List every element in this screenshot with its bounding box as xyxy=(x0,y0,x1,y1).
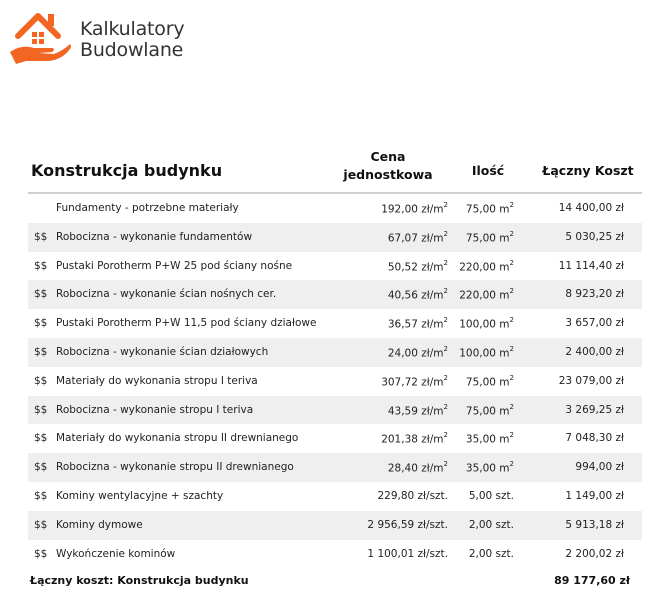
row-marker: $$ xyxy=(34,230,48,243)
house-hand-icon xyxy=(8,8,74,66)
column-header-quantity: Ilość xyxy=(471,163,505,178)
row-marker: $$ xyxy=(34,547,48,560)
row-marker: $$ xyxy=(34,518,48,531)
row-total: 3 657,00 zł xyxy=(565,317,624,330)
row-unit-price: 24,00 $zł/m^2$ xyxy=(387,344,448,360)
unit-exponent: 2 xyxy=(443,431,448,440)
table-row xyxy=(28,511,642,540)
row-quantity: 100,00 $m^2$ xyxy=(459,316,514,331)
table-row xyxy=(28,540,642,569)
row-total: 11 114,40 zł xyxy=(558,259,624,272)
row-marker: $$ xyxy=(34,317,48,330)
unit-exponent: 2 xyxy=(509,287,514,296)
row-unit-price: 28,40 $zł/m^2$ xyxy=(387,460,448,475)
row-total: 7 048,30 zł xyxy=(565,432,624,445)
row-unit-price: 50,52 $zł/m^2$ xyxy=(387,258,448,274)
row-total: 2 400,00 zł xyxy=(565,345,624,358)
row-unit-price: 2 956,59 zł/szt. xyxy=(367,518,448,531)
table-row xyxy=(28,280,642,309)
row-total: 994,00 zł xyxy=(575,461,624,474)
row-item-name: Materiały do wykonania stropu I teriva xyxy=(56,374,258,387)
column-header-total: Łączny Koszt xyxy=(542,163,634,178)
unit-exponent: 2 xyxy=(509,258,514,267)
table-row xyxy=(28,338,642,367)
unit-exponent: 2 xyxy=(443,229,448,238)
column-header-unit-price-line2: jednostkowa xyxy=(343,167,433,182)
table-row xyxy=(28,309,642,338)
unit-exponent: 2 xyxy=(443,344,448,353)
row-unit-price: 201,38 $zł/m^2$ xyxy=(381,431,448,446)
row-item-name: Kominy wentylacyjne + szachty xyxy=(56,489,224,502)
row-total: 1 149,00 zł xyxy=(565,489,624,502)
row-quantity: 2,00 szt. xyxy=(468,518,514,531)
row-marker: $$ xyxy=(34,288,48,301)
unit-exponent: 2 xyxy=(443,287,448,296)
row-marker: $$ xyxy=(34,403,48,416)
row-unit-price: 192,00 $zł/m^2$ xyxy=(381,201,448,216)
row-item-name: Fundamenty - potrzebne materiały xyxy=(56,202,239,214)
row-unit-price: 36,57 $zł/m^2$ xyxy=(387,316,448,331)
row-quantity: 75,00 $m^2$ xyxy=(465,201,514,216)
row-unit-price: 43,59 $zł/m^2$ xyxy=(387,402,448,418)
unit-exponent: 2 xyxy=(509,316,514,325)
row-marker: $$ xyxy=(34,259,48,272)
unit-exponent: 2 xyxy=(443,373,448,382)
unit-exponent: 2 xyxy=(509,460,514,469)
row-unit-price: 229,80 zł/szt. xyxy=(377,489,448,502)
row-total: 3 269,25 zł xyxy=(565,403,624,416)
table-row xyxy=(28,223,642,252)
unit-exponent: 2 xyxy=(443,460,448,469)
unit-exponent: 2 xyxy=(509,431,514,440)
row-unit-price: 40,56 $zł/m^2$ xyxy=(387,287,448,302)
row-item-name: Materiały do wykonania stropu II drewnianego xyxy=(56,432,299,445)
unit-exponent: 2 xyxy=(443,258,448,267)
table-row xyxy=(28,367,642,396)
row-item-name: Robocizna - wykonanie fundamentów xyxy=(56,230,253,243)
brand-logo[interactable] xyxy=(8,8,208,68)
row-total: 23 079,00 zł xyxy=(558,374,624,387)
row-item-name: Robocizna - wykonanie stropu II drewnianego xyxy=(56,461,294,474)
table-header xyxy=(28,144,642,194)
row-marker: $$ xyxy=(34,489,48,502)
row-quantity: 35,00 $m^2$ xyxy=(465,460,514,475)
table-row xyxy=(28,453,642,482)
row-unit-price: 307,72 $zł/m^2$ xyxy=(381,373,448,389)
row-quantity: 75,00 $m^2$ xyxy=(465,402,514,418)
table-title: Konstrukcja budynku xyxy=(31,161,223,180)
row-item-name: Wykończenie kominów xyxy=(56,547,176,560)
column-header-unit-price-line1: Cena xyxy=(370,149,406,164)
row-item-name: Robocizna - wykonanie stropu I teriva xyxy=(56,403,254,416)
cost-table xyxy=(28,144,642,568)
unit-exponent: 2 xyxy=(443,201,448,209)
row-total: 8 923,20 zł xyxy=(565,288,624,301)
unit-exponent: 2 xyxy=(509,402,514,411)
brand-name-line2: Budowlane xyxy=(80,39,184,61)
unit-exponent: 2 xyxy=(509,344,514,353)
table-row xyxy=(28,482,642,511)
row-marker: $$ xyxy=(34,432,48,445)
row-item-name: Pustaki Porotherm P+W 25 pod ściany nośne xyxy=(56,259,293,272)
row-quantity: 2,00 szt. xyxy=(468,547,514,560)
brand-name-line1: Kalkulatory xyxy=(80,18,185,40)
unit-exponent: 2 xyxy=(509,201,514,209)
row-quantity: 35,00 $m^2$ xyxy=(465,431,514,446)
row-item-name: Robocizna - wykonanie ścian działowych xyxy=(56,345,269,358)
grand-total-row xyxy=(28,572,642,590)
grand-total-value: 89 177,60 zł xyxy=(554,574,630,587)
row-total: 2 200,02 zł xyxy=(565,547,624,560)
row-quantity: 5,00 szt. xyxy=(468,489,514,502)
row-marker: $$ xyxy=(34,461,48,474)
row-marker: $$ xyxy=(34,374,48,387)
column-header-unit-price xyxy=(338,148,438,184)
row-quantity: 220,00 $m^2$ xyxy=(459,287,514,302)
row-quantity: 220,00 $m^2$ xyxy=(459,258,514,274)
table-body xyxy=(28,194,642,568)
row-total: 5 913,18 zł xyxy=(565,518,624,531)
unit-exponent: 2 xyxy=(509,373,514,382)
row-quantity: 75,00 $m^2$ xyxy=(465,229,514,245)
unit-exponent: 2 xyxy=(443,402,448,411)
table-row xyxy=(28,194,642,223)
row-total: 5 030,25 zł xyxy=(565,230,624,243)
unit-exponent: 2 xyxy=(443,316,448,325)
unit-exponent: 2 xyxy=(509,229,514,238)
row-total: 14 400,00 zł xyxy=(558,202,624,214)
row-unit-price: 67,07 $zł/m^2$ xyxy=(387,229,448,245)
table-row xyxy=(28,396,642,425)
row-quantity: 75,00 $m^2$ xyxy=(465,373,514,389)
table-row xyxy=(28,252,642,281)
row-quantity: 100,00 $m^2$ xyxy=(459,344,514,360)
row-item-name: Kominy dymowe xyxy=(56,518,143,531)
row-item-name: Pustaki Porotherm P+W 11,5 pod ściany działowe xyxy=(56,317,317,330)
row-item-name: Robocizna - wykonanie ścian nośnych cer. xyxy=(56,288,277,301)
row-unit-price: 1 100,01 zł/szt. xyxy=(367,547,448,560)
grand-total-label: Łączny koszt: Konstrukcja budynku xyxy=(30,574,249,587)
table-row xyxy=(28,424,642,453)
row-marker: $$ xyxy=(34,345,48,358)
